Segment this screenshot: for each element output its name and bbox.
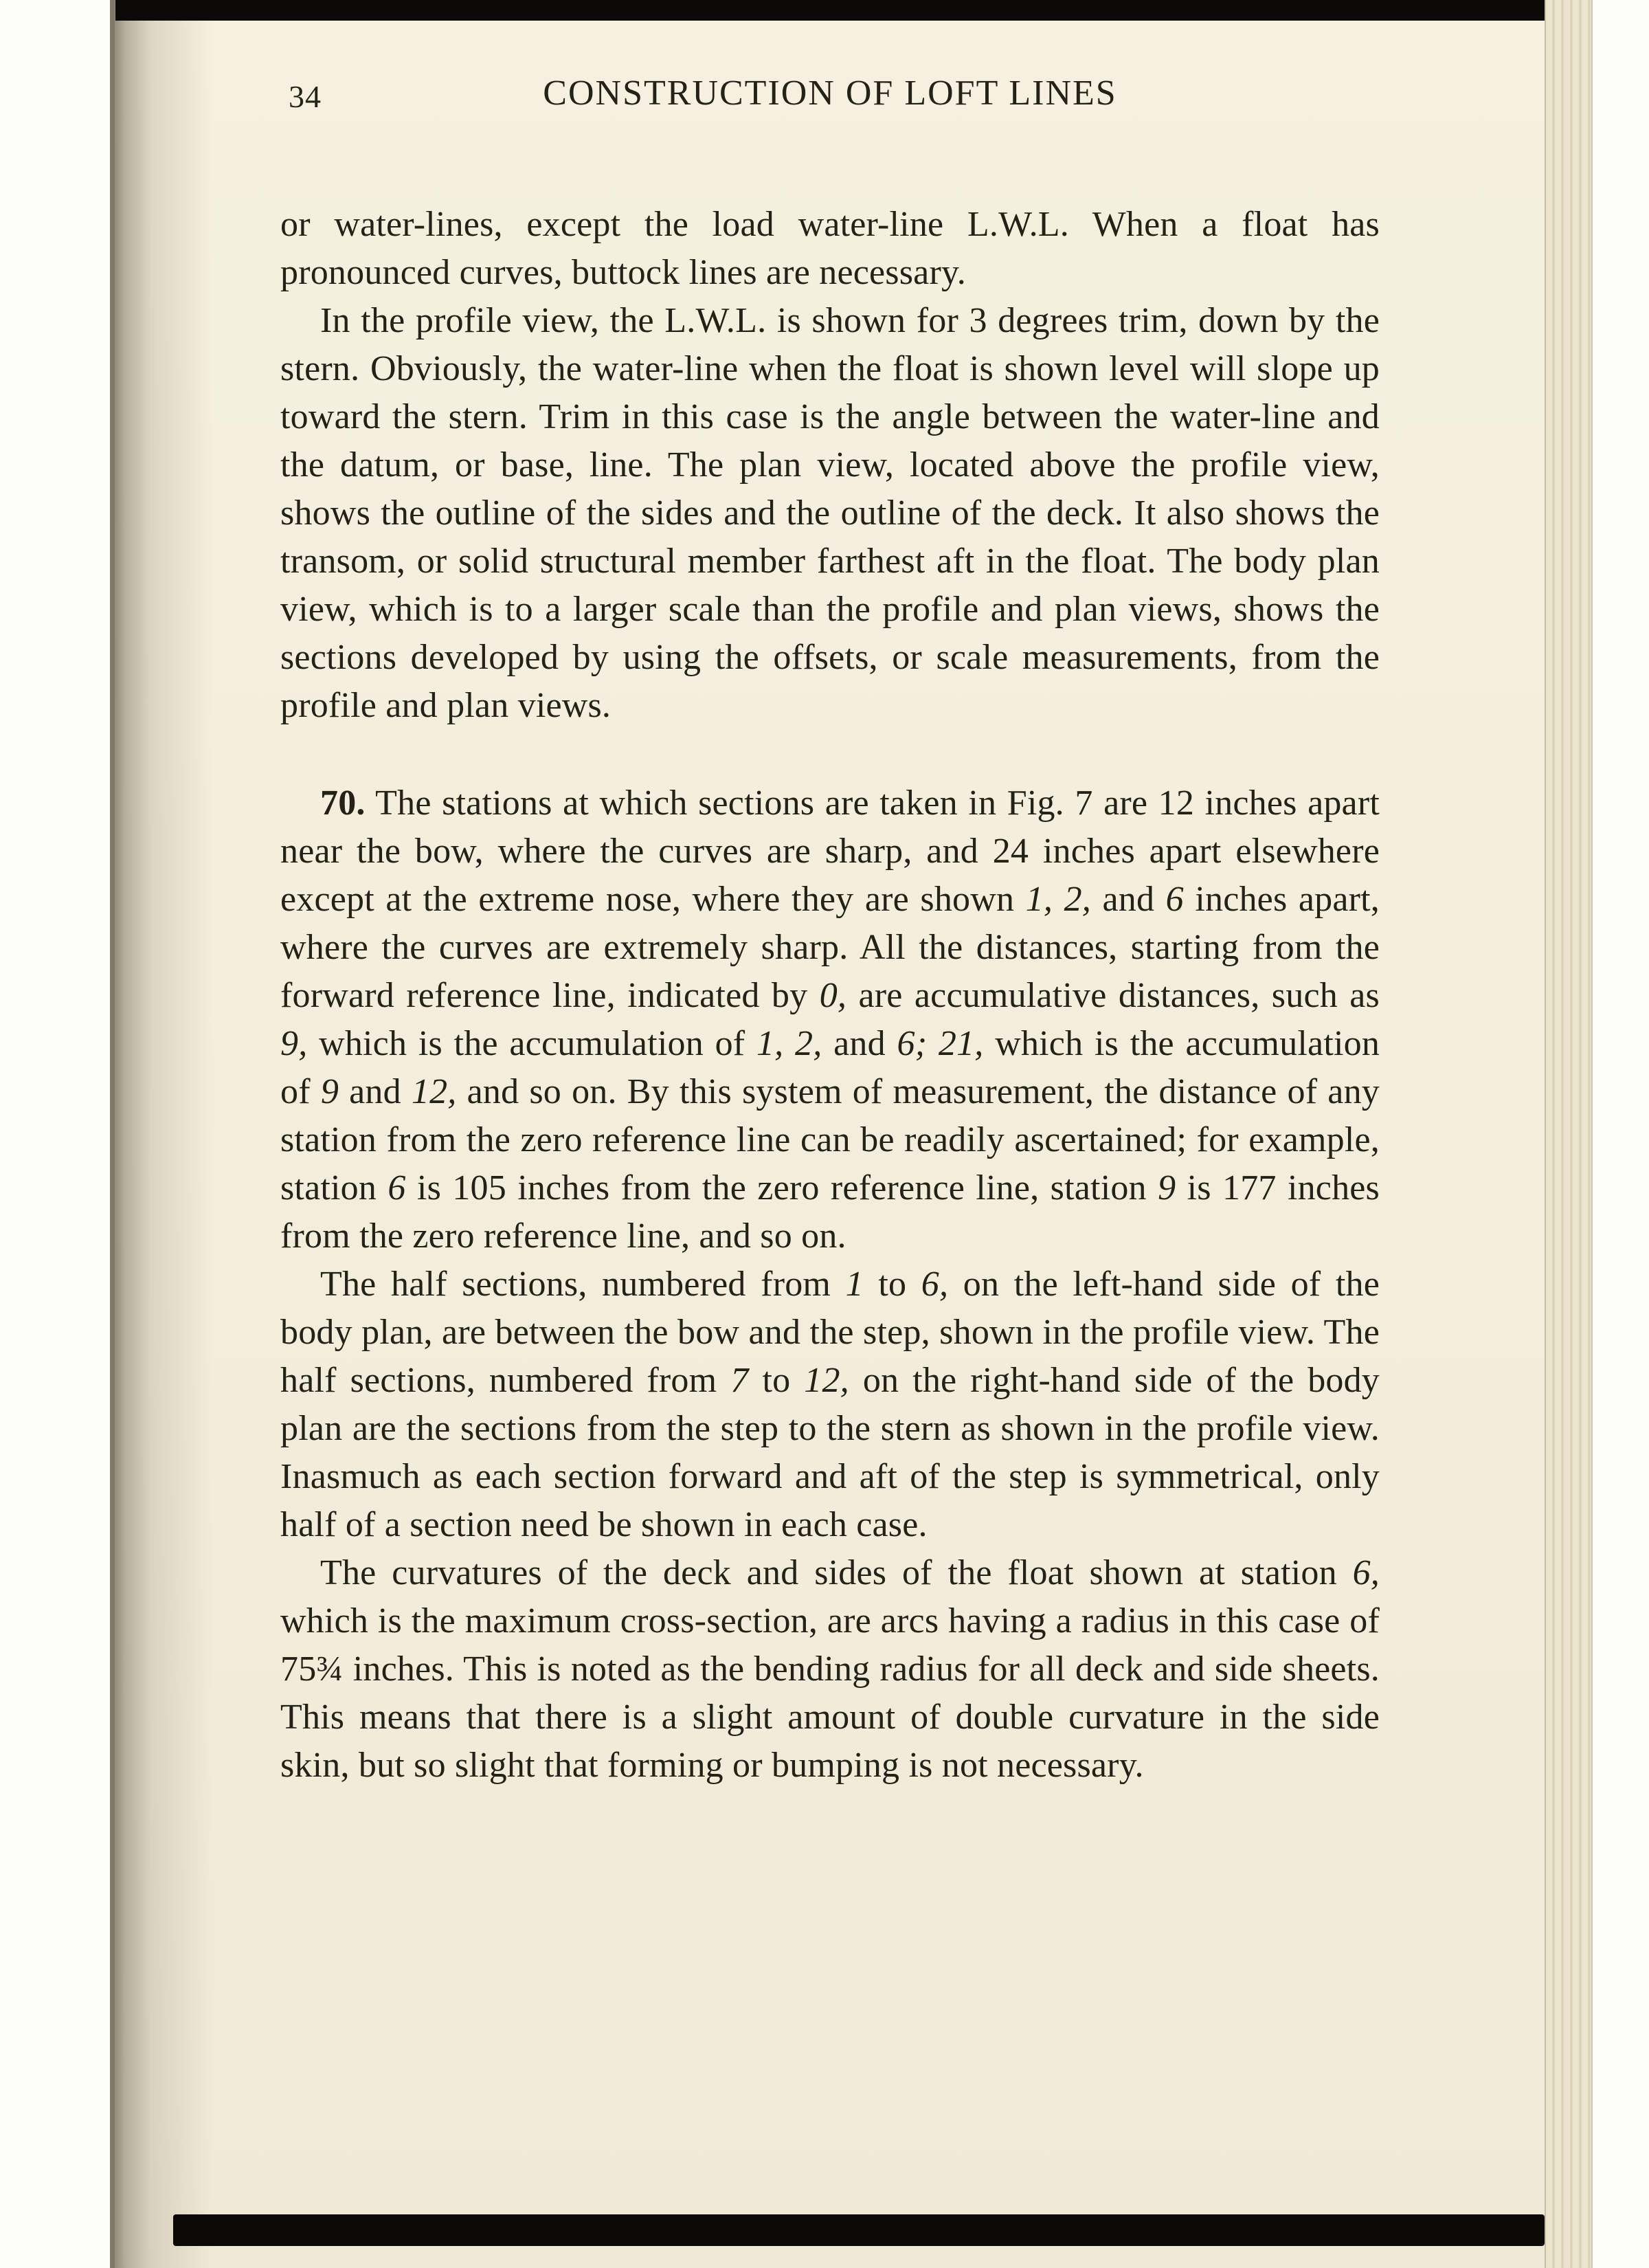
text-run: are accumulative distances, such as [846, 976, 1380, 1015]
scanner-bar-bottom [173, 2214, 1545, 2246]
text-run: 6; [897, 1024, 928, 1063]
text-run: 1 [845, 1265, 864, 1304]
page-header-row [280, 71, 1380, 121]
page-number: 34 [289, 79, 322, 114]
text-run: 1, 2, [756, 1024, 822, 1063]
page-content [280, 71, 1380, 1790]
paragraph [280, 201, 1380, 297]
text-run: which is the maximum cross-section, are arcs having a radius in this case of 75¾ inches. This is noted as the bending radius for all deck and side sheets. This means that there is a slight amount of double curvature in the side skin, but so slight that forming or bumping is not necessary. [280, 1601, 1380, 1785]
text-run: and [1091, 880, 1166, 919]
text-run: 6, [921, 1265, 949, 1304]
paragraph [280, 1260, 1380, 1549]
text-run: on the left-hand side of the body plan, are between the bow and the step, shown in the profile view. The half sections, numbered from [280, 1265, 1380, 1400]
text-run [927, 1024, 939, 1063]
text-run: and so on. By this system of measurement, the distance of any station from the zero reference line can be readily ascertained; for example, station [280, 1072, 1380, 1208]
text-block [280, 201, 1380, 1790]
text-run: and [339, 1072, 412, 1111]
text-run: 70. [320, 783, 366, 823]
paragraph [280, 779, 1380, 1260]
text-run: 9 [1158, 1168, 1176, 1208]
text-run: which is the accumulation of [280, 1024, 1380, 1111]
page-edge-stack [1546, 0, 1593, 2268]
running-head-title: CONSTRUCTION OF LOFT LINES [543, 74, 1117, 113]
text-run: 6 [1165, 880, 1184, 919]
text-run: The half sections, numbered from [320, 1265, 846, 1304]
paragraph [280, 1549, 1380, 1790]
text-run: and [822, 1024, 897, 1063]
text-run: to [748, 1361, 805, 1400]
text-run: 0, [819, 976, 847, 1015]
text-run: 6 [388, 1168, 406, 1208]
text-run: is 105 inches from the zero reference line, station [405, 1168, 1158, 1208]
text-run: 12, [411, 1072, 457, 1111]
text-run: In the profile view, the L.W.L. is shown for 3 degrees trim, down by the stern. Obviously, the water-line when the float is shown level will slope up toward the stern. Trim in this case is the angle between the water-line and the datum, or base, line. The plan view, located above the profile view, shows the outline of the sides and the outline of the deck. It also shows the transom, or solid structural member farthest aft in the float. The body plan view, which is to a larger scale than the profile and plan views, shows the sections developed by using the offsets, or scale measurements, from the profile and plan views. [280, 301, 1380, 725]
paragraph [280, 297, 1380, 730]
text-run: inches apart, where the curves are extremely sharp. All the distances, starting from the forward reference line, indicated by [280, 880, 1380, 1015]
text-run: or water-lines, except the load water-line L.W.L. When a float has pronounced curves, buttock lines are necessary. [280, 205, 1380, 292]
text-run: 1, 2, [1025, 880, 1091, 919]
text-run: 21, [938, 1024, 984, 1063]
text-run: to [863, 1265, 921, 1304]
text-run: is 177 inches from the zero reference line, and so on. [280, 1168, 1380, 1256]
text-run: 12, [804, 1361, 849, 1400]
text-run: 7 [730, 1361, 749, 1400]
binding-gutter-shadow [110, 0, 213, 2268]
text-run: 6, [1352, 1553, 1380, 1592]
text-run: The stations at which sections are taken in Fig. 7 are 12 inches apart near the bow, where the curves are sharp, and 24 inches apart elsewhere except at the extreme nose, where they are shown [280, 783, 1380, 919]
text-run: 9, [280, 1024, 308, 1063]
text-run: 9 [320, 1072, 339, 1111]
text-run: The curvatures of the deck and sides of the float shown at station [320, 1553, 1353, 1592]
scanner-bar-top [115, 0, 1545, 21]
text-run: on the right-hand side of the body plan are the sections from the step to the stern as shown in the profile view. Inasmuch as each section forward and aft of the step is symmetrical, only half of a section need be shown in each case. [280, 1361, 1380, 1544]
text-run: which is the accumulation of [307, 1024, 756, 1063]
